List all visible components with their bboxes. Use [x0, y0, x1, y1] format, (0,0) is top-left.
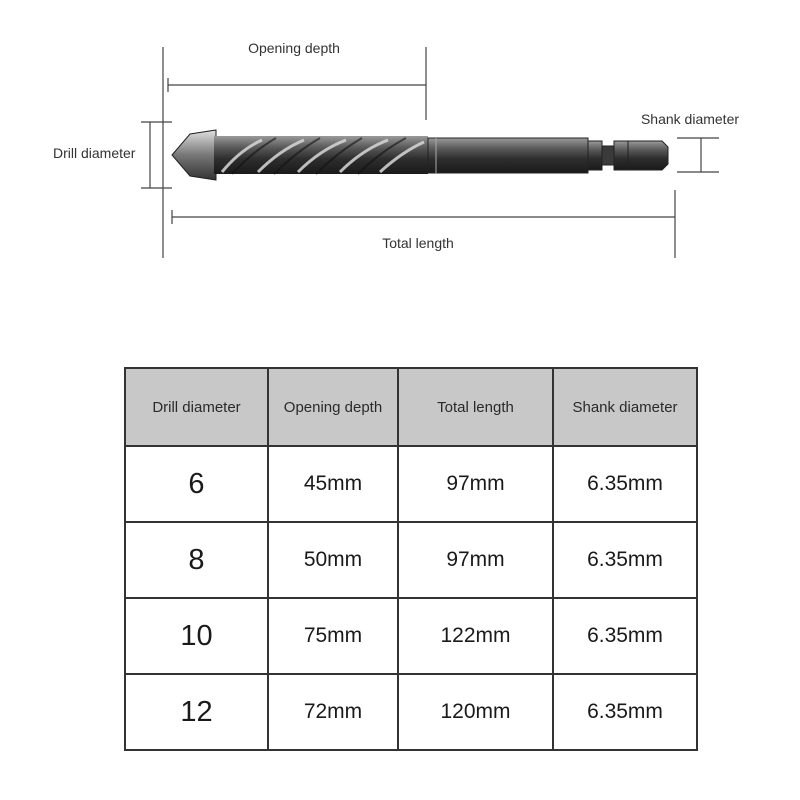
drill-bit-diagram — [0, 0, 800, 290]
cell-opening-depth: 75mm — [268, 598, 398, 674]
cell-drill-diameter: 6 — [125, 446, 268, 522]
total-length-dimension — [172, 210, 675, 224]
drill-diameter-dimension — [141, 122, 172, 188]
drill-hex-end — [628, 141, 668, 170]
cell-total-length: 120mm — [398, 674, 553, 750]
cell-total-length: 97mm — [398, 446, 553, 522]
cell-drill-diameter: 8 — [125, 522, 268, 598]
shank-diameter-label: Shank diameter — [640, 111, 740, 127]
header-drill-diameter: Drill diameter — [125, 368, 268, 446]
header-shank-diameter: Shank diameter — [553, 368, 697, 446]
drill-diameter-label: Drill diameter — [53, 145, 136, 161]
cell-shank-diameter: 6.35mm — [553, 674, 697, 750]
opening-depth-dimension — [168, 78, 426, 92]
header-opening-depth: Opening depth — [268, 368, 398, 446]
total-length-label: Total length — [382, 235, 454, 251]
drill-shank-groove — [602, 146, 614, 165]
table-row — [125, 598, 697, 674]
cell-opening-depth: 45mm — [268, 446, 398, 522]
drill-tip — [172, 130, 216, 180]
cell-drill-diameter: 10 — [125, 598, 268, 674]
table-row — [125, 674, 697, 750]
table-row — [125, 522, 697, 598]
spec-table — [124, 367, 698, 751]
cell-total-length: 122mm — [398, 598, 553, 674]
drill-bit — [172, 130, 668, 180]
shank-diameter-dimension — [677, 138, 719, 172]
cell-opening-depth: 50mm — [268, 522, 398, 598]
table-header-row — [125, 368, 697, 446]
header-total-length: Total length — [398, 368, 553, 446]
cell-shank-diameter: 6.35mm — [553, 598, 697, 674]
drill-shank — [428, 138, 588, 173]
cell-shank-diameter: 6.35mm — [553, 522, 697, 598]
cell-drill-diameter: 12 — [125, 674, 268, 750]
table-row — [125, 446, 697, 522]
opening-depth-label: Opening depth — [248, 40, 340, 56]
cell-opening-depth: 72mm — [268, 674, 398, 750]
cell-shank-diameter: 6.35mm — [553, 446, 697, 522]
cell-total-length: 97mm — [398, 522, 553, 598]
